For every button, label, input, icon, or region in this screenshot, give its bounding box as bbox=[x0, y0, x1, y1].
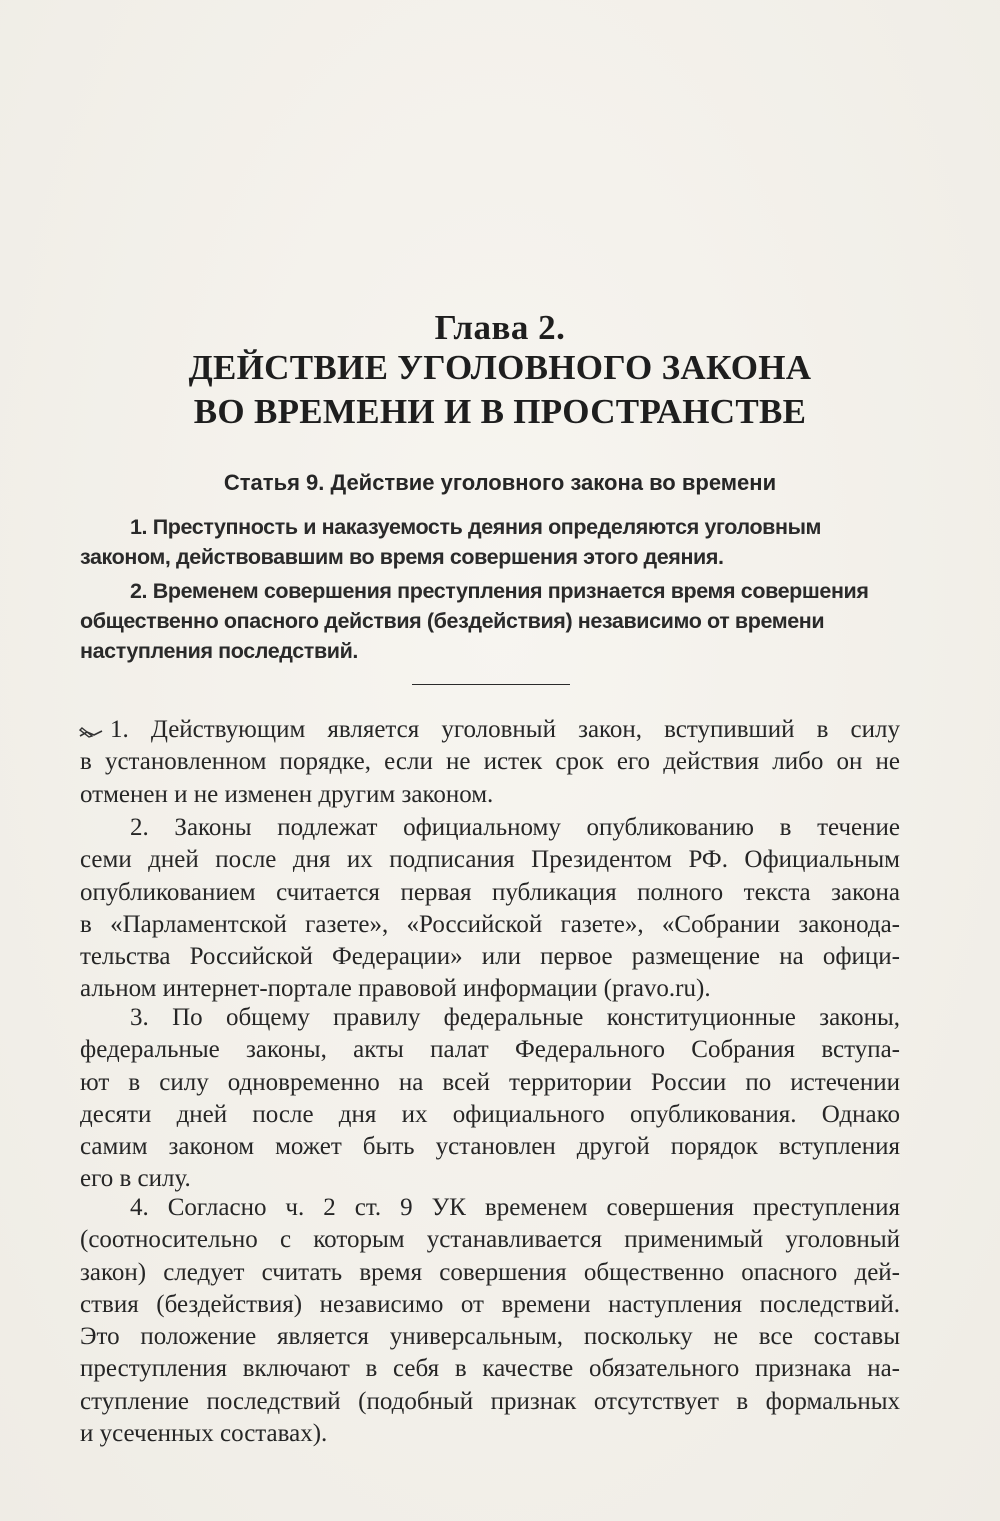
commentary-text-line: ют в силу одновременно на всей территории России по истечении bbox=[80, 1068, 900, 1096]
article-text-line: законом, действовавшим во время совершения этого деяния. bbox=[80, 545, 724, 569]
commentary-text-line: закон) следует считать время совершения общественно опасного дей- bbox=[80, 1258, 900, 1286]
commentary-text: 1. Действующим является уголовный закон, вступивший в силу bbox=[110, 716, 900, 743]
article-text-line: 1. Преступность и наказуемость деяния определяются уголовным bbox=[130, 515, 822, 539]
commentary-paragraph-2 bbox=[80, 812, 900, 1006]
commentary-text-line: альном интернет-портале правовой информации (pravo.ru). bbox=[80, 975, 711, 1003]
commentary-text-line: (соотносительно с которым устанавливается применимый уголовный bbox=[80, 1226, 900, 1254]
commentary-text-line: 2. Законы подлежат официальному опубликованию в течение bbox=[130, 814, 900, 841]
article-text-line: 2. Временем совершения преступления признается время совершения bbox=[130, 579, 869, 603]
commentary-text-line: опубликованием считается первая публикация полного текста закона bbox=[80, 878, 900, 906]
commentary-paragraph-3 bbox=[80, 1002, 900, 1196]
commentary-first-line bbox=[80, 714, 900, 746]
article-paragraph-1 bbox=[80, 512, 900, 572]
commentary-paragraph-4 bbox=[80, 1192, 900, 1450]
chapter-number: Глава 2. bbox=[434, 308, 566, 347]
article-paragraph-2 bbox=[80, 576, 900, 666]
commentary-text-line: Это положение является универсальным, поскольку не все составы bbox=[80, 1323, 900, 1351]
commentary-paragraph-1 bbox=[80, 714, 900, 811]
chapter-title-line-2: ВО ВРЕМЕНИ И В ПРОСТРАНСТВЕ bbox=[193, 392, 807, 431]
commentary-text-line: отменен и не изменен другим законом. bbox=[80, 780, 494, 808]
commentary-text-line: его в силу. bbox=[80, 1165, 191, 1193]
article-heading: Статья 9. Действие уголовного закона во времени bbox=[223, 470, 777, 495]
commentary-text-line: и усеченных составах). bbox=[80, 1420, 328, 1448]
section-divider bbox=[412, 684, 570, 685]
commentary-text-line: ствия (бездействия) независимо от времени наступления последствий. bbox=[80, 1290, 900, 1318]
commentary-text-line: федеральные законы, акты палат Федерального Собрания вступа- bbox=[80, 1036, 900, 1064]
chapter-title-line-1: ДЕЙСТВИЕ УГОЛОВНОГО ЗАКОНА bbox=[188, 348, 812, 387]
commentary-text-line: самим законом может быть установлен другой порядок вступления bbox=[80, 1133, 900, 1161]
commentary-text-line: в «Парламентской газете», «Российской газете», «Собрании законода- bbox=[80, 910, 900, 938]
commentary-text-line: 3. По общему правилу федеральные конституционные законы, bbox=[130, 1004, 900, 1031]
commentary-text-line: 4. Согласно ч. 2 ст. 9 УК временем совершения преступления bbox=[130, 1194, 900, 1221]
commentary-text-line: преступления включают в себя в качестве обязательного признака на- bbox=[80, 1355, 900, 1383]
commentary-text-line: семи дней после дня их подписания Президентом РФ. Официальным bbox=[80, 846, 900, 874]
article-text-line: наступления последствий. bbox=[80, 639, 358, 663]
article-text-line: общественно опасного действия (бездействия) независимо от времени bbox=[80, 609, 825, 633]
pen-icon bbox=[78, 722, 104, 740]
commentary-text-line: тельства Российской Федерации» или первое размещение на офици- bbox=[80, 943, 900, 971]
commentary-text-line: десяти дней после дня их официального опубликования. Однако bbox=[80, 1100, 900, 1128]
commentary-text-line: ступление последствий (подобный признак отсутствует в формальных bbox=[80, 1387, 900, 1415]
commentary-text-line: в установленном порядке, если не истек срок его действия либо он не bbox=[80, 748, 900, 776]
